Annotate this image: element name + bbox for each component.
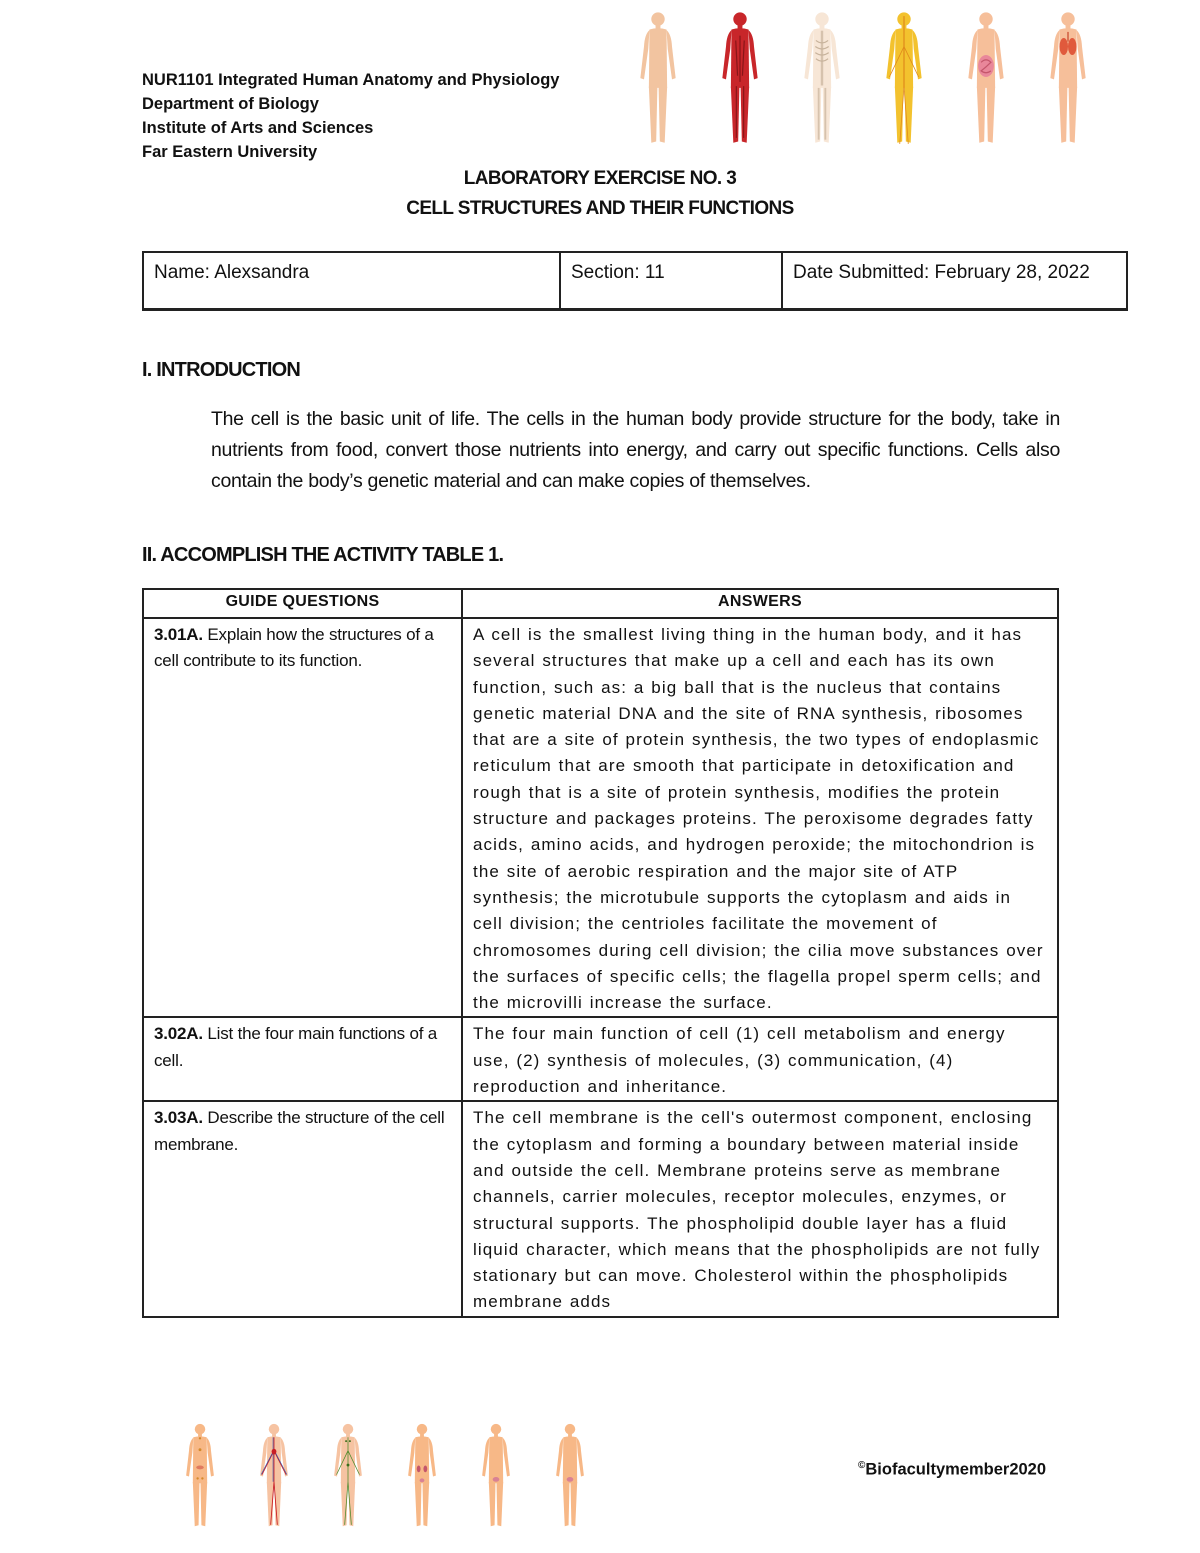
department-name: Department of Biology (142, 95, 319, 113)
question-text: List the four main functions of a cell. (154, 1024, 438, 1070)
exercise-subtitle: CELL STRUCTURES AND THEIR FUNCTIONS (406, 198, 794, 219)
skin-body-figure (628, 10, 688, 150)
university-name: Far Eastern University (142, 143, 318, 161)
question-cell (143, 618, 462, 1017)
student-name: Name: Alexsandra (143, 252, 560, 310)
question-text: Explain how the structures of a cell contribute to its function. (154, 625, 434, 671)
answers-header: ANSWERS (462, 589, 1058, 618)
question-number: 3.02A. (154, 1024, 203, 1044)
urinary-system-figure (392, 1422, 452, 1532)
bottom-anatomy-figures (170, 1422, 600, 1532)
course-header (142, 68, 559, 164)
digestive-system-figure (956, 10, 1016, 150)
introduction-heading: I. INTRODUCTION (142, 359, 300, 381)
answer-cell (462, 1101, 1058, 1316)
guide-questions-header: GUIDE QUESTIONS (143, 589, 462, 618)
question-text: Describe the structure of the cell membrane. (154, 1108, 445, 1154)
endocrine-system-figure (170, 1422, 230, 1532)
activity-table (142, 588, 1059, 1318)
question-number: 3.01A. (154, 625, 203, 644)
answer-text: The cell membrane is the cell's outermost component, enclosing the cytoplasm and forming a boundary between material inside and outside the cell. Membrane proteins serve as membrane channels, carrier molecules, receptor molecules, enzymes, or structural supports. The phospholipid double layer has a fluid liquid character, which means that the phospholipids are not fully stationary but can move. Cholesterol within the phospholipids membrane adds (473, 1108, 1041, 1312)
top-anatomy-figures (628, 10, 1098, 150)
answer-cell: The four main function of cell (1) cell metabolism and energy use, (2) synthesis of molecules, (3) communication, (4) reproduction and inheritance. (462, 1017, 1058, 1101)
exercise-title: LABORATORY EXERCISE NO. 3 (463, 168, 737, 189)
student-info-table (142, 251, 1128, 311)
table-row (143, 1017, 1058, 1101)
respiratory-system-figure (1038, 10, 1098, 150)
copyright-footer (858, 1460, 1046, 1480)
question-cell (143, 1101, 462, 1316)
institute-name: Institute of Arts and Sciences (142, 119, 374, 137)
question-number: 3.03A. (154, 1108, 203, 1128)
copyright-symbol: © (858, 1460, 866, 1471)
activity-heading: II. ACCOMPLISH THE ACTIVITY TABLE 1. (142, 544, 504, 566)
nervous-system-figure (874, 10, 934, 150)
skeletal-system-figure (792, 10, 852, 150)
male-reproductive-figure (540, 1422, 600, 1532)
activity-table-header (143, 589, 1058, 618)
muscular-system-figure (710, 10, 770, 150)
course-title: NUR1101 Integrated Human Anatomy and Physiology (142, 71, 560, 89)
table-row (143, 1101, 1058, 1316)
table-row (143, 618, 1058, 1017)
date-submitted: Date Submitted: February 28, 2022 (782, 252, 1127, 310)
student-section: Section: 11 (560, 252, 782, 310)
introduction-text: The cell is the basic unit of life. The cells in the human body provide structure for the body, take in nutrients from food, convert those nutrients into energy, and carry out specific functions. Cells also contain the body’s genetic material and can make copies of themselves. (211, 408, 1060, 492)
lymphatic-system-figure (318, 1422, 378, 1532)
copyright-credit: Biofacultymember2020 (865, 1460, 1047, 1479)
female-reproductive-figure (466, 1422, 526, 1532)
question-cell (143, 1017, 462, 1101)
cardiovascular-system-figure (244, 1422, 304, 1532)
answer-cell: A cell is the smallest living thing in the human body, and it has several structures that make up a cell and each has its own function, such as: a big ball that is the nucleus that contains genetic material DNA and the site of RNA synthesis, ribosomes that are a site of protein synthesis, the two types of endoplasmic reticulum that are smooth that participate in detoxification and rough that is a site of protein synthesis, modifies the protein structure and packages proteins. The peroxisome degrades fatty acids, amino acids, and hydrogen peroxide; the mitochondrion is the site of aerobic respiration and the major site of ATP synthesis; the microtubule supports the cytoplasm and aids in cell division; the centrioles facilitate the movement of chromosomes during cell division; the cilia move substances over the surfaces of specific cells; the flagella propel sperm cells; and the microvilli increase the surface. (462, 618, 1058, 1017)
